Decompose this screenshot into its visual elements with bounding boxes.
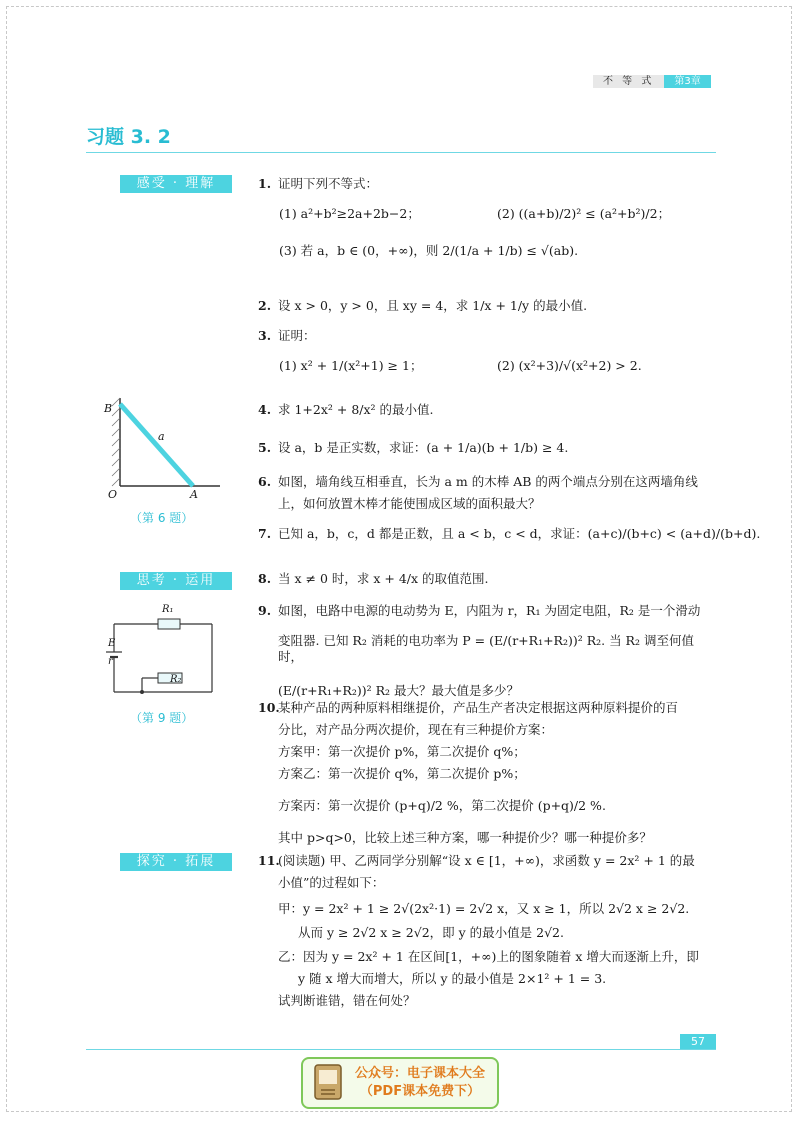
problem-1c: (3) 若 a，b ∈ (0，+∞)，则 2/(1/a + 1/b) ≤ √(ab). — [279, 243, 579, 258]
problem-4 — [258, 402, 434, 418]
problem-number: 4. — [258, 402, 272, 417]
problem-line: 试判断谁错，错在何处？ — [278, 993, 416, 1008]
problem-line: 其中 p>q>0，比较上述三种方案，哪一种提价少？哪一种提价多？ — [278, 830, 652, 845]
book-icon — [313, 1063, 343, 1103]
problem-3 — [258, 328, 316, 344]
section-tag-understand: 感受 · 理解 — [120, 175, 232, 193]
problem-number: 11. — [258, 853, 280, 868]
problem-line: 方案甲：第一次提价 p%，第二次提价 q%； — [278, 744, 526, 759]
problem-number: 8. — [258, 571, 272, 586]
page-number: 57 — [680, 1034, 716, 1049]
figure-9-caption: （第 9 题） — [130, 711, 194, 725]
chapter-name: 不 等 式 — [593, 75, 664, 88]
problem-10 — [258, 700, 718, 846]
problem-6 — [258, 474, 718, 512]
problem-line: 乙：因为 y = 2x² + 1 在区间[1，+∞)上的图象随着 x 增大而逐渐上升，即 — [278, 949, 699, 964]
problem-line: 从而 y ≥ 2√2 x ≥ 2√2，即 y 的最小值是 2√2. — [298, 925, 564, 940]
problem-line: 小值”的过程如下： — [278, 875, 385, 890]
problem-line: (E/(r+R₁+R₂))² R₂ 最大？最大值是多少？ — [278, 683, 519, 698]
problem-1b: (2) ((a+b)/2)² ≤ (a²+b²)/2； — [497, 206, 671, 221]
problem-line: 上，如何放置木棒才能使围成区域的面积最大？ — [278, 496, 541, 511]
problem-line: 方案乙：第一次提价 q%，第二次提价 p%； — [278, 766, 526, 781]
problem-number: 6. — [258, 474, 272, 489]
problem-line: 某种产品的两种原料相继提价，产品生产者决定根据这两种原料提价的百 — [278, 700, 679, 715]
page-title: 习题 3. 2 — [86, 126, 171, 148]
watermark-line-2: （PDF课本免费下） — [359, 1084, 481, 1099]
watermark-banner — [301, 1057, 499, 1109]
figure-6-label-B: B — [104, 402, 113, 415]
problem-number: 7. — [258, 526, 272, 541]
problem-8 — [258, 571, 488, 587]
section-tag-explore: 探究 · 拓展 — [120, 853, 232, 871]
watermark-text — [343, 1065, 497, 1101]
problem-text: 当 x ≠ 0 时，求 x + 4/x 的取值范围. — [278, 571, 489, 586]
problem-line: 甲：y = 2x² + 1 ≥ 2√(2x²·1) = 2√2 x，又 x ≥ 1，所以 2√2 x ≥ 2√2. — [278, 901, 690, 916]
figure-6-caption: （第 6 题） — [130, 511, 194, 525]
problem-number: 1. — [258, 176, 272, 191]
figure-6-label-O: O — [108, 488, 118, 501]
problem-number: 10. — [258, 700, 280, 715]
problem-line: 如图，墙角线互相垂直，长为 a m 的木棒 AB 的两个端点分别在这两墙角线 — [278, 474, 698, 489]
chapter-tag — [593, 75, 711, 88]
problem-line: 分比，对产品分两次提价，现在有三种提价方案： — [278, 722, 554, 737]
problem-1 — [258, 176, 378, 192]
problem-number: 2. — [258, 298, 272, 313]
watermark-line-1: 公众号：电子课本大全 — [354, 1066, 485, 1081]
problem-9 — [258, 603, 718, 699]
problem-stem: 证明下列不等式： — [278, 176, 379, 191]
figure-9-circuit-diagram — [100, 600, 230, 700]
figure-6-label-a: a — [158, 430, 165, 443]
figure-6-wall-diagram — [100, 390, 230, 500]
problem-line: 变阻器. 已知 R₂ 消耗的电功率为 P = (E/(r+R₁+R₂))² R₂. 当 R₂ 调至何值时， — [278, 633, 694, 664]
problem-line: (阅读题) 甲、乙两同学分别解“设 x ∈ [1，+∞)，求函数 y = 2x² + 1 的最 — [278, 853, 695, 868]
problem-number: 5. — [258, 440, 272, 455]
problem-text: 求 1+2x² + 8/x² 的最小值. — [278, 402, 434, 417]
problem-line: y 随 x 增大而增大，所以 y 的最小值是 2×1² + 1 = 3. — [298, 971, 607, 986]
title-divider — [86, 152, 716, 153]
figure-9-label-E: E — [108, 638, 116, 649]
section-tag-think: 思考 · 运用 — [120, 572, 232, 590]
problem-stem: 证明： — [278, 328, 316, 343]
problem-3b: (2) (x²+3)/√(x²+2) > 2. — [497, 358, 642, 373]
problem-text: 已知 a，b，c，d 都是正数，且 a < b，c < d，求证：(a+c)/(b+c) < (a+d)/(b+d). — [278, 526, 761, 541]
problem-7 — [258, 526, 760, 542]
problem-number: 3. — [258, 328, 272, 343]
problem-text: 设 a，b 是正实数，求证：(a + 1/a)(b + 1/b) ≥ 4. — [278, 440, 569, 455]
chapter-label: 第3章 — [664, 75, 710, 88]
problem-11 — [258, 853, 718, 1009]
figure-9-label-r: r — [108, 656, 113, 667]
footer-divider — [86, 1049, 716, 1050]
figure-9-label-R1: R₁ — [162, 604, 174, 615]
problem-number: 9. — [258, 603, 272, 618]
problem-line: 如图，电路中电源的电动势为 E，内阻为 r，R₁ 为固定电阻，R₂ 是一个滑动 — [278, 603, 701, 618]
problem-2 — [258, 298, 587, 314]
problem-text: 设 x > 0，y > 0，且 xy = 4，求 1/x + 1/y 的最小值. — [278, 298, 588, 313]
problem-line: 方案丙：第一次提价 (p+q)/2 %，第二次提价 (p+q)/2 %. — [278, 798, 606, 813]
problem-5 — [258, 440, 568, 456]
figure-6-label-A: A — [190, 488, 198, 501]
problem-3a: (1) x² + 1/(x²+1) ≥ 1； — [279, 358, 423, 373]
figure-9-label-R2: R₂ — [170, 674, 182, 685]
problem-1a: (1) a²+b²≥2a+2b−2； — [279, 206, 420, 221]
